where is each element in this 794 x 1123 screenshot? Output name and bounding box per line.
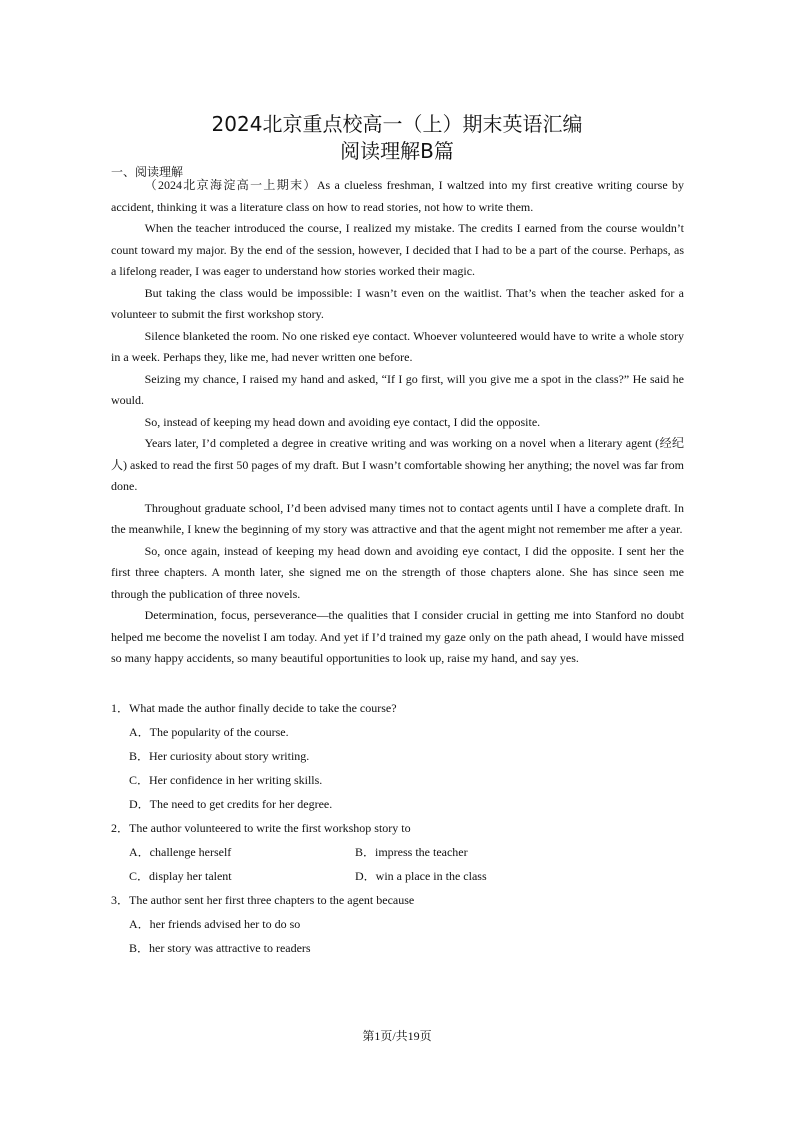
passage-paragraph: Years later, I’d completed a degree in creative writing and was working on a novel when a literary agent (经纪人) asked to read the first 50 pages of my draft. But I wasn’t comfortable showing her anything; the novel was far from done. bbox=[111, 436, 684, 493]
reading-passage bbox=[111, 175, 684, 670]
passage-paragraph: Seizing my chance, I raised my hand and asked, “If I go first, will you give me a spot in the class?” He said he would. bbox=[111, 371, 684, 407]
question-2-options-row bbox=[129, 864, 684, 888]
question-3-option-b: B．her story was attractive to readers bbox=[129, 941, 311, 955]
question-list bbox=[111, 696, 684, 960]
document-title: 2024北京重点校高一（上）期末英语汇编 bbox=[211, 112, 583, 136]
question-1-option-b: B．Her curiosity about story writing. bbox=[129, 749, 310, 763]
question-2-options-row bbox=[129, 840, 684, 864]
question-2-option-b: B．impress the teacher bbox=[355, 845, 468, 859]
passage-paragraph: Silence blanketed the room. No one risked eye contact. Whoever volunteered would have to write a whole story in a week. Perhaps they, like me, had never written one before. bbox=[111, 328, 684, 364]
question-2-option-a: A．challenge herself bbox=[129, 845, 232, 859]
question-1-option-d: D．The need to get credits for her degree. bbox=[129, 797, 333, 811]
question-1-option-a: A．The popularity of the course. bbox=[129, 725, 289, 739]
question-3-option-a: A．her friends advised her to do so bbox=[129, 917, 301, 931]
passage-paragraph: When the teacher introduced the course, I realized my mistake. The credits I earned from the course wouldn’t count toward my major. By the end of the session, however, I decided that I had to be a part of the course. Perhaps, as a lifelong reader, I was eager to understand how stories worked their magic. bbox=[111, 221, 684, 278]
passage-paragraph: Determination, focus, perseverance—the qualities that I consider crucial in getting me into Stanford no doubt helped me become the novelist I am today. And yet if I’d trained my gaze only on the path ahead, I would have missed so many happy accidents, so many beautiful opportunities to look up, raise my hand, and say yes. bbox=[111, 608, 684, 665]
passage-paragraph: But taking the class would be impossible: I wasn’t even on the waitlist. That’s when the teacher asked for a volunteer to submit the first workshop story. bbox=[111, 285, 684, 321]
passage-paragraph: Throughout graduate school, I’d been advised many times not to contact agents until I have a complete draft. In the meanwhile, I knew the beginning of my story was attractive and that the agent might not remember me after a year. bbox=[111, 500, 684, 536]
passage-source: （2024北京海淀高一上期末） bbox=[144, 178, 317, 192]
question-1-stem: 1．What made the author finally decide to take the course? bbox=[111, 701, 397, 715]
question-2-option-d: D．win a place in the class bbox=[355, 869, 487, 883]
section-heading: 一、阅读理解 bbox=[111, 165, 184, 179]
passage-paragraph: So, instead of keeping my head down and avoiding eye contact, I did the opposite. bbox=[144, 414, 541, 429]
question-2-option-c: C．display her talent bbox=[129, 869, 232, 883]
page-number: 第1页/共19页 bbox=[362, 1029, 432, 1043]
passage-paragraph: （2024北京海淀高一上期末）As a clueless freshman, I waltzed into my first creative writing course by accident, thinking it was a literature class on how to read stories, not how to write them. bbox=[111, 178, 684, 214]
question-2-stem: 2．The author volunteered to write the first workshop story to bbox=[111, 821, 411, 835]
question-3-stem: 3．The author sent her first three chapters to the agent because bbox=[111, 893, 415, 907]
document-subtitle: 阅读理解B篇 bbox=[340, 139, 454, 163]
passage-paragraph: So, once again, instead of keeping my head down and avoiding eye contact, I did the opposite. I sent her the first three chapters. A month later, she signed me on the strength of those chapters alone. She has since seen me through the publication of three novels. bbox=[111, 543, 684, 601]
question-1-option-c: C．Her confidence in her writing skills. bbox=[129, 773, 323, 787]
